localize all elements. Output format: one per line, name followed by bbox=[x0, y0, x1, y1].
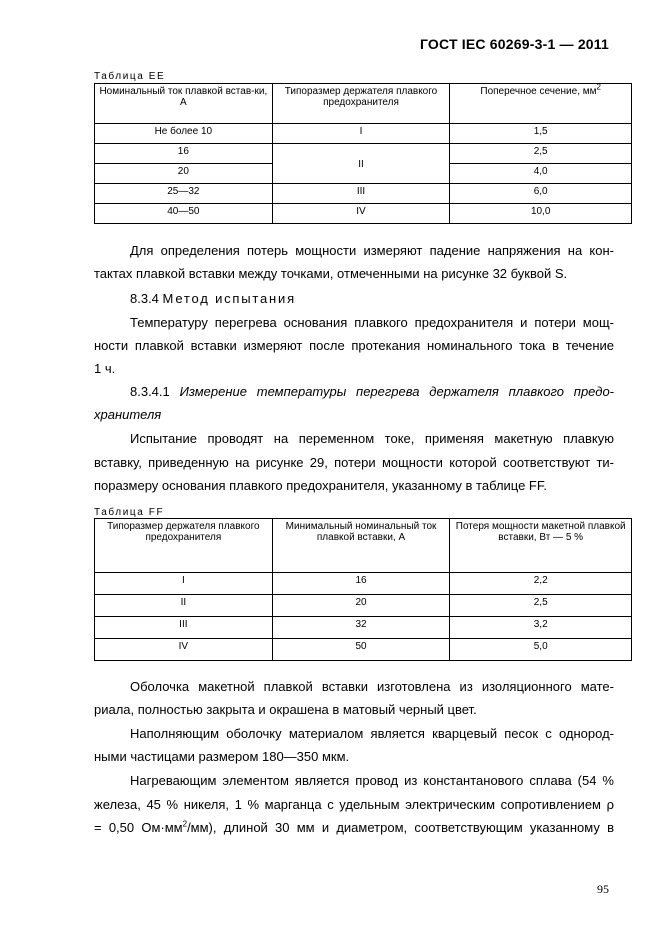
table-row bbox=[95, 639, 632, 661]
subsection-heading bbox=[94, 382, 614, 401]
table-cell: 2,2 bbox=[450, 573, 632, 595]
section-heading bbox=[94, 289, 614, 308]
table-cell: 25—32 bbox=[95, 184, 273, 204]
paragraph-line: железа, 45 % никеля, 1 % марганца с удельным электрическим сопротивлением ρ bbox=[94, 797, 614, 812]
paragraph-line: вставку, приведенную на рисунке 29, потери мощности которой соответствуют ти- bbox=[94, 455, 614, 470]
paragraph-line: Температуру перегрева основания плавкого предохранителя и потери мощ- bbox=[130, 315, 614, 330]
table-cell: III bbox=[272, 184, 450, 204]
table-row bbox=[95, 204, 632, 224]
formula-text: = 0,50 Ом·мм bbox=[94, 820, 183, 835]
section-title: Метод испытания bbox=[162, 291, 296, 306]
table-row bbox=[95, 124, 632, 144]
table-cell: 20 bbox=[272, 595, 450, 617]
document-header: ГОСТ IEC 60269-3-1 — 2011 bbox=[419, 36, 609, 52]
table-ee-header-section bbox=[450, 84, 632, 124]
table-cell: IV bbox=[272, 204, 450, 224]
table-cell: 20 bbox=[95, 164, 273, 184]
table-row bbox=[95, 595, 632, 617]
table-cell-merged: II bbox=[272, 144, 450, 184]
table-ee bbox=[94, 83, 632, 224]
table-ee-header-section-text: Поперечное сечение, мм bbox=[480, 86, 597, 97]
table-row bbox=[95, 184, 632, 204]
table-cell: 16 bbox=[272, 573, 450, 595]
table-cell: 6,0 bbox=[450, 184, 632, 204]
subsection-title-cont bbox=[94, 405, 614, 424]
paragraph-line bbox=[94, 818, 614, 837]
paragraph-line: Для определения потерь мощности измеряют падение напряжения на кон- bbox=[130, 243, 614, 258]
table-ff-caption: Таблица FF bbox=[94, 507, 165, 518]
table-cell: 16 bbox=[95, 144, 273, 164]
table-cell: III bbox=[95, 617, 273, 639]
paragraph-line: Оболочка макетной плавкой вставки изготовлена из изоляционного мате- bbox=[130, 679, 614, 694]
formula-sup: 2 bbox=[182, 819, 188, 829]
table-row bbox=[95, 573, 632, 595]
table-ff-header-current: Минимальный номинальный ток плавкой вставки, А bbox=[272, 519, 450, 573]
subsection-title: Измерение температуры перегрева держателя плавкого предо- bbox=[179, 384, 614, 399]
table-ee-caption: Таблица EE bbox=[94, 71, 166, 82]
table-cell: 3,2 bbox=[450, 617, 632, 639]
paragraph-line: 1 ч. bbox=[94, 361, 116, 376]
table-cell: 2,5 bbox=[450, 144, 632, 164]
table-cell: 10,0 bbox=[450, 204, 632, 224]
table-ee-header-size: Типоразмер держателя плавкого предохранителя bbox=[272, 84, 450, 124]
formula-text-cont: /мм), длиной 30 мм и диаметром, соответствующим указанному в bbox=[187, 820, 614, 835]
table-cell: 32 bbox=[272, 617, 450, 639]
paragraph-line: ными частицами размером 180—350 мкм. bbox=[94, 749, 350, 764]
table-ff-header-loss: Потеря мощности макетной плавкой вставки, Вт — 5 % bbox=[450, 519, 632, 573]
paragraph-line: Наполняющим оболочку материалом является кварцевый песок с однород- bbox=[130, 726, 614, 741]
table-row bbox=[95, 617, 632, 639]
paragraph-line: ности плавкой вставки измеряют после протекания номинального тока в течение bbox=[94, 338, 614, 353]
page-number: 95 bbox=[597, 882, 609, 896]
table-cell: 50 bbox=[272, 639, 450, 661]
subsection-number: 8.3.4.1 bbox=[130, 384, 170, 399]
table-ee-header-row bbox=[95, 84, 632, 124]
table-cell: IV bbox=[95, 639, 273, 661]
table-ff-header-row bbox=[95, 519, 632, 573]
table-cell: 5,0 bbox=[450, 639, 632, 661]
subsection-title-line2: хранителя bbox=[94, 407, 162, 422]
paragraph-line: поразмеру основания плавкого предохранителя, указанному в таблице FF. bbox=[94, 478, 547, 493]
paragraph-line: Испытание проводят на переменном токе, применяя макетную плавкую bbox=[130, 431, 614, 446]
paragraph-line: Нагревающим элементом является провод из константанового сплава (54 % bbox=[130, 773, 614, 788]
table-cell: 2,5 bbox=[450, 595, 632, 617]
table-ff bbox=[94, 518, 632, 661]
table-cell: II bbox=[95, 595, 273, 617]
table-cell: I bbox=[272, 124, 450, 144]
table-cell: 4,0 bbox=[450, 164, 632, 184]
table-cell: Не более 10 bbox=[95, 124, 273, 144]
table-cell: 40—50 bbox=[95, 204, 273, 224]
table-row bbox=[95, 144, 632, 164]
table-ee-header-sup: 2 bbox=[596, 82, 601, 92]
paragraph-line: риала, полностью закрыта и окрашена в матовый черный цвет. bbox=[94, 702, 477, 717]
table-cell: 1,5 bbox=[450, 124, 632, 144]
table-cell: I bbox=[95, 573, 273, 595]
paragraph-line: тактах плавкой вставки между точками, отмеченными на рисунке 32 буквой S. bbox=[94, 266, 568, 281]
table-ee-header-current: Номинальный ток плавкой встав-ки, А bbox=[95, 84, 273, 124]
table-ff-header-size: Типоразмер держателя плавкого предохранителя bbox=[95, 519, 273, 573]
section-number: 8.3.4 bbox=[130, 291, 159, 306]
